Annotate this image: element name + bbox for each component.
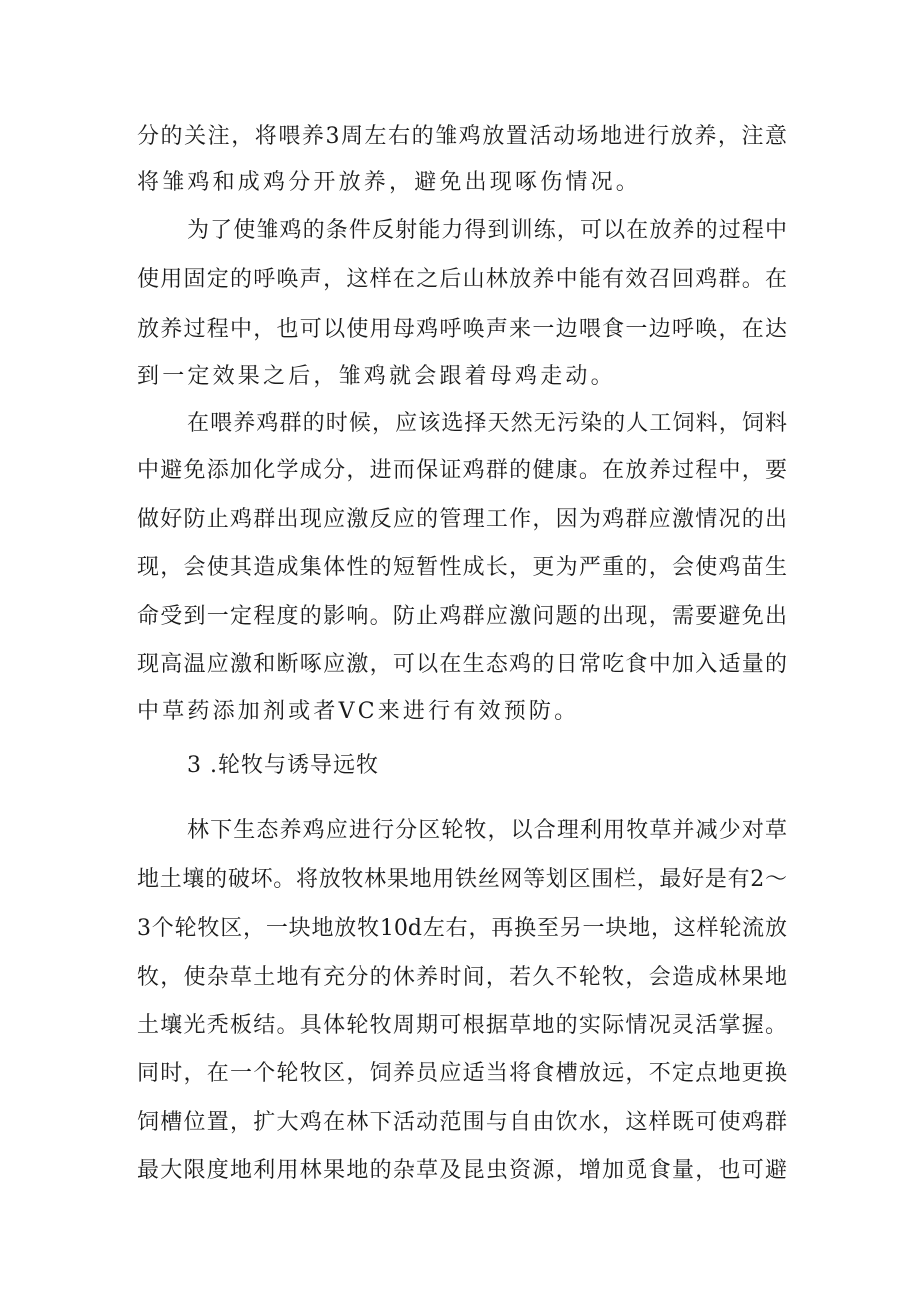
paragraph-3-line-7: 中草药添加剂或者VC来进行有效预防。 xyxy=(137,699,580,724)
section-paragraph-line-6: 同时，在一个轮牧区，饲养员应适当将食槽放远，不定点地更换 xyxy=(137,1061,787,1086)
paragraph-3-line-4: 现，会使其造成集体性的短暂性成长，更为严重的，会使鸡苗生 xyxy=(137,555,787,580)
section-heading: 3 .轮牧与诱导远牧 xyxy=(187,753,379,778)
section-paragraph-line-1: 林下生态养鸡应进行分区轮牧，以合理利用牧草并减少对草 xyxy=(187,818,787,843)
paragraph-2-line-2: 使用固定的呼唤声，这样在之后山林放养中能有效召回鸡群。在 xyxy=(137,267,787,292)
section-paragraph-line-4: 牧，使杂草土地有充分的休养时间，若久不轮牧，会造成林果地 xyxy=(137,965,787,990)
paragraph-3-line-6: 现高温应激和断啄应激，可以在生态鸡的日常吃食中加入适量的 xyxy=(137,652,787,677)
section-paragraph-line-3: 3个轮牧区，一块地放牧10d左右，再换至另一块地，这样轮流放 xyxy=(137,916,787,941)
paragraph-3-line-1: 在喂养鸡群的时候，应该选择天然无污染的人工饲料，饲料 xyxy=(187,411,787,436)
paragraph-2-line-1: 为了使雏鸡的条件反射能力得到训练，可以在放养的过程中 xyxy=(187,218,787,243)
section-paragraph-line-8: 最大限度地利用林果地的杂草及昆虫资源，增加觅食量，也可避 xyxy=(137,1158,787,1183)
paragraph-1-line-2: 将雏鸡和成鸡分开放养，避免出现啄伤情况。 xyxy=(137,170,642,195)
paragraph-3-line-3: 做好防止鸡群出现应激反应的管理工作，因为鸡群应激情况的出 xyxy=(137,507,787,532)
paragraph-2-line-4: 到一定效果之后，雏鸡就会跟着母鸡走动。 xyxy=(137,364,616,389)
section-paragraph-line-7: 饲槽位置，扩大鸡在林下活动范围与自由饮水，这样既可使鸡群 xyxy=(137,1110,787,1135)
paragraph-3-line-2: 中避免添加化学成分，进而保证鸡群的健康。在放养过程中，要 xyxy=(137,458,787,483)
section-paragraph-line-2: 地土壤的破坏。将放牧林果地用铁丝网等划区围栏，最好是有2～ xyxy=(137,867,787,892)
section-paragraph-line-5: 土壤光秃板结。具体轮牧周期可根据草地的实际情况灵活掌握。 xyxy=(137,1013,787,1038)
paragraph-1-line-1: 分的关注，将喂养3周左右的雏鸡放置活动场地进行放养，注意 xyxy=(137,124,787,149)
paragraph-3-line-5: 命受到一定程度的影响。防止鸡群应激问题的出现，需要避免出 xyxy=(137,604,787,629)
paragraph-2-line-3: 放养过程中，也可以使用母鸡呼唤声来一边喂食一边呼唤，在达 xyxy=(137,317,787,342)
